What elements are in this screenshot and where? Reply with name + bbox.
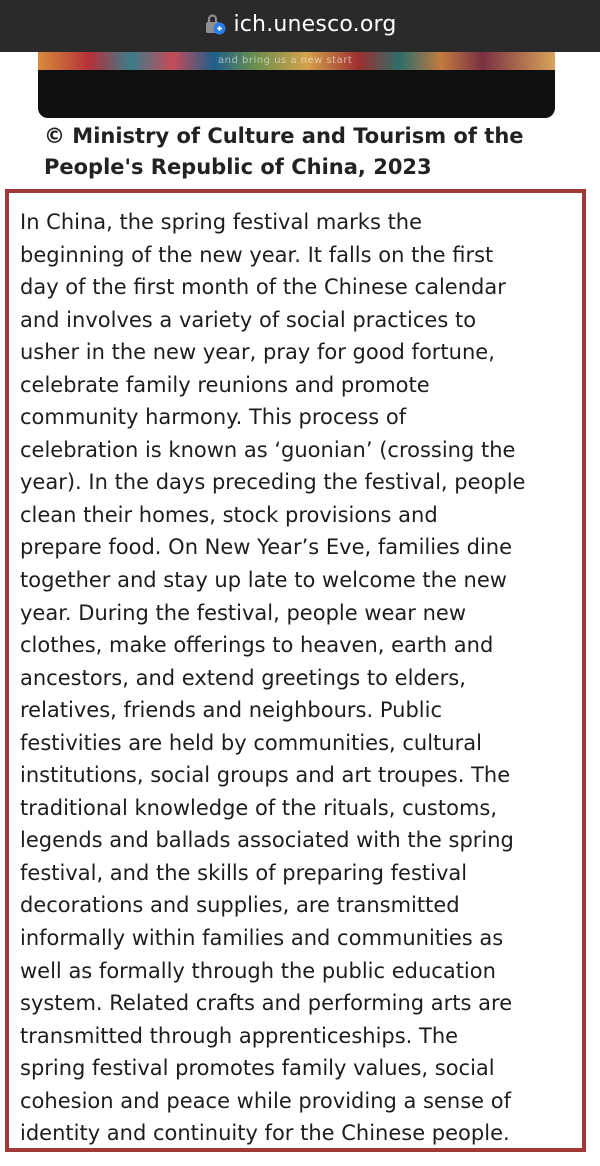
description-line: well as formally through the public education [20,958,496,983]
description-line: system. Related crafts and performing arts are [20,991,513,1016]
description-line: institutions, social groups and art troupes. The [20,763,511,788]
description-line: transmitted through apprenticeships. The [20,1023,459,1048]
description-line: festivities are held by communities, cultural [20,730,482,755]
description-line: spring festival promotes family values, social [20,1056,495,1081]
description-line: celebrate family reunions and promote [20,372,430,397]
media-caption: and bring us a new start [218,55,353,66]
description-line: and involves a variety of social practices to [20,307,477,332]
description-line: festival, and the skills of preparing festival [20,860,468,885]
description-line: legends and ballads associated with the spring [20,828,514,853]
description-line: clean their homes, stock provisions and [20,502,438,527]
credit-line: People's Republic of China, 2023 [44,155,432,179]
image-credit [44,121,564,183]
description-line: ancestors, and extend greetings to elders, [20,665,466,690]
description-line: prepare food. On New Year’s Eve, families dine [20,535,513,560]
description-line: beginning of the new year. It falls on the first [20,242,494,267]
url-text: ich.unesco.org [233,11,397,37]
description-line: In China, the spring festival marks the [20,210,423,234]
description-line: identity and continuity for the Chinese people. [20,1121,510,1146]
description-line: celebration is known as ‘guonian’ (crossing the [20,437,516,462]
url-display[interactable] [203,12,396,37]
description-line: informally within families and communities as [20,926,504,951]
description-line: traditional knowledge of the rituals, customs, [20,795,498,820]
description-line: clothes, make offerings to heaven, earth and [20,633,494,658]
description-line: decorations and supplies, are transmitted [20,893,460,918]
media-image[interactable] [38,52,555,118]
lock-icon [203,12,227,36]
description-line: day of the first month of the Chinese calendar [20,275,506,300]
description-line: community harmony. This process of [20,405,407,430]
description-line: year. During the festival, people wear new [20,600,467,625]
description-line: together and stay up late to welcome the new [20,568,507,593]
description-line: usher in the new year, pray for good fortune, [20,340,495,365]
description-line: year). In the days preceding the festival, people [20,470,526,495]
credit-line: © Ministry of Culture and Tourism of the [44,124,524,148]
browser-url-bar[interactable] [0,0,600,52]
description-line: cohesion and peace while providing a sense of [20,1088,512,1113]
description-line: relatives, friends and neighbours. Public [20,698,442,723]
description-text [20,206,580,1150]
